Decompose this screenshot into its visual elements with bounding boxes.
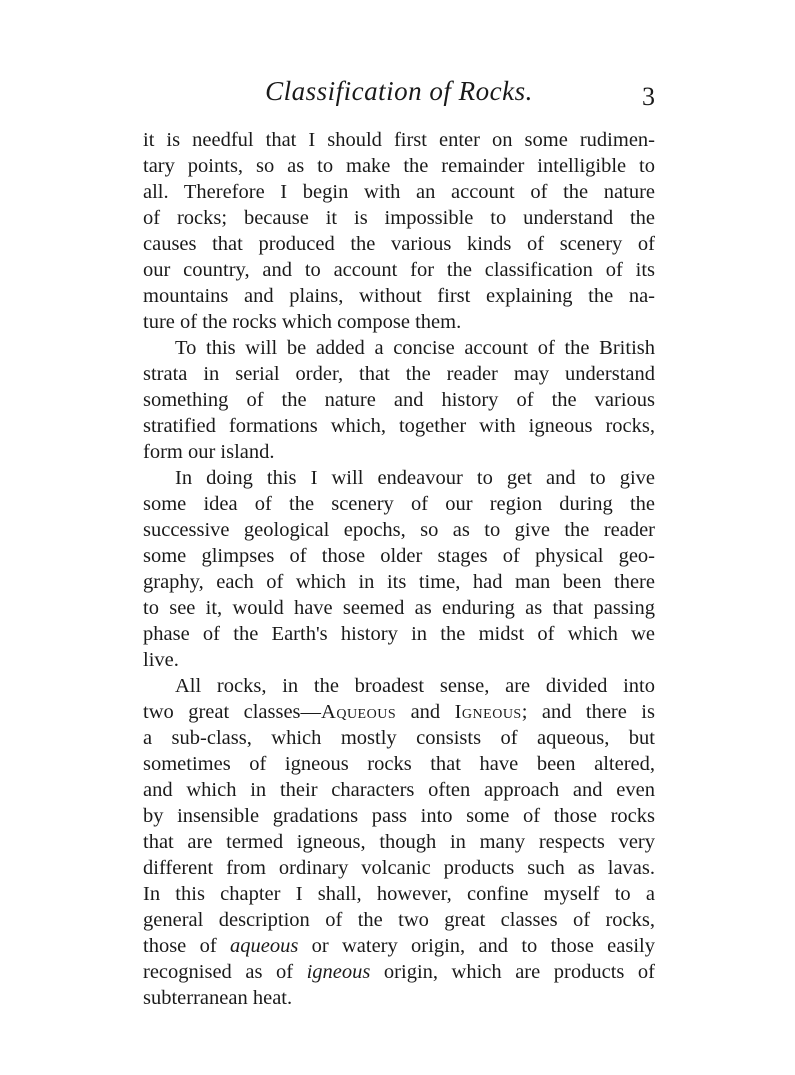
text-line: that are termed igneous, though in many respects very — [143, 831, 655, 853]
small-caps-term: Aqueous — [321, 701, 397, 723]
text-line — [143, 699, 655, 725]
text-line: To this will be added a concise account of the British — [175, 337, 655, 359]
paragraph — [143, 465, 655, 673]
text-line: by insensible gradations pass into some of those rocks — [143, 805, 655, 827]
text-run: and — [396, 701, 455, 723]
text-run: those of — [143, 935, 230, 957]
text-line: tary points, so as to make the remainder intelligible to — [143, 155, 655, 177]
text-run: two great classes— — [143, 701, 322, 723]
text-run: origin, which are products of — [370, 961, 655, 983]
paragraph — [143, 335, 655, 465]
text-line: live. — [143, 649, 179, 671]
text-line: our country, and to account for the classification of its — [143, 259, 655, 281]
running-head — [143, 76, 655, 116]
text-line: all. Therefore I begin with an account of the nature — [143, 181, 655, 203]
text-line: subterranean heat. — [143, 987, 293, 1009]
text-line: different from ordinary volcanic products such as lavas. — [143, 857, 655, 879]
text-line: general description of the two great classes of rocks, — [143, 909, 655, 931]
text-run: recognised as of — [143, 961, 307, 983]
body-text — [143, 127, 655, 1011]
text-line: All rocks, in the broadest sense, are divided into — [175, 675, 655, 697]
text-line: of rocks; because it is impossible to understand the — [143, 207, 655, 229]
text-line: mountains and plains, without first explaining the na- — [143, 285, 655, 307]
text-line: causes that produced the various kinds of scenery of — [143, 233, 655, 255]
small-caps-term: Igneous — [454, 701, 522, 723]
text-line: some glimpses of those older stages of physical geo- — [143, 545, 655, 567]
paragraph — [143, 673, 655, 1011]
text-line: In doing this I will endeavour to get and to give — [175, 467, 655, 489]
text-line — [143, 959, 655, 985]
text-run: ; and there is — [521, 701, 655, 723]
text-line: stratified formations which, together with igneous rocks, — [143, 415, 655, 437]
text-line: sometimes of igneous rocks that have been altered, — [143, 753, 655, 775]
text-line: graphy, each of which in its time, had man been there — [143, 571, 655, 593]
text-line: strata in serial order, that the reader may understand — [143, 363, 655, 385]
text-line: a sub-class, which mostly consists of aqueous, but — [143, 727, 655, 749]
text-line: and which in their characters often approach and even — [143, 779, 655, 801]
page-number: 3 — [642, 82, 655, 111]
italic-term: aqueous — [229, 935, 299, 957]
text-line: to see it, would have seemed as enduring as that passing — [143, 597, 655, 619]
running-title: Classification of Rocks. — [265, 76, 533, 106]
italic-term: igneous — [306, 961, 371, 983]
text-line: it is needful that I should first enter on some rudimen- — [143, 129, 655, 151]
text-line: successive geological epochs, so as to give the reader — [143, 519, 655, 541]
paragraph — [143, 127, 655, 335]
text-line: ture of the rocks which compose them. — [143, 311, 462, 333]
text-run: or watery origin, and to those easily — [298, 935, 656, 957]
text-line: In this chapter I shall, however, confine myself to a — [143, 883, 655, 905]
text-line: phase of the Earth's history in the midst of which we — [143, 623, 655, 645]
text-line: form our island. — [143, 441, 275, 463]
text-line: some idea of the scenery of our region during the — [143, 493, 655, 515]
text-line — [143, 933, 655, 959]
text-line: something of the nature and history of the various — [143, 389, 655, 411]
